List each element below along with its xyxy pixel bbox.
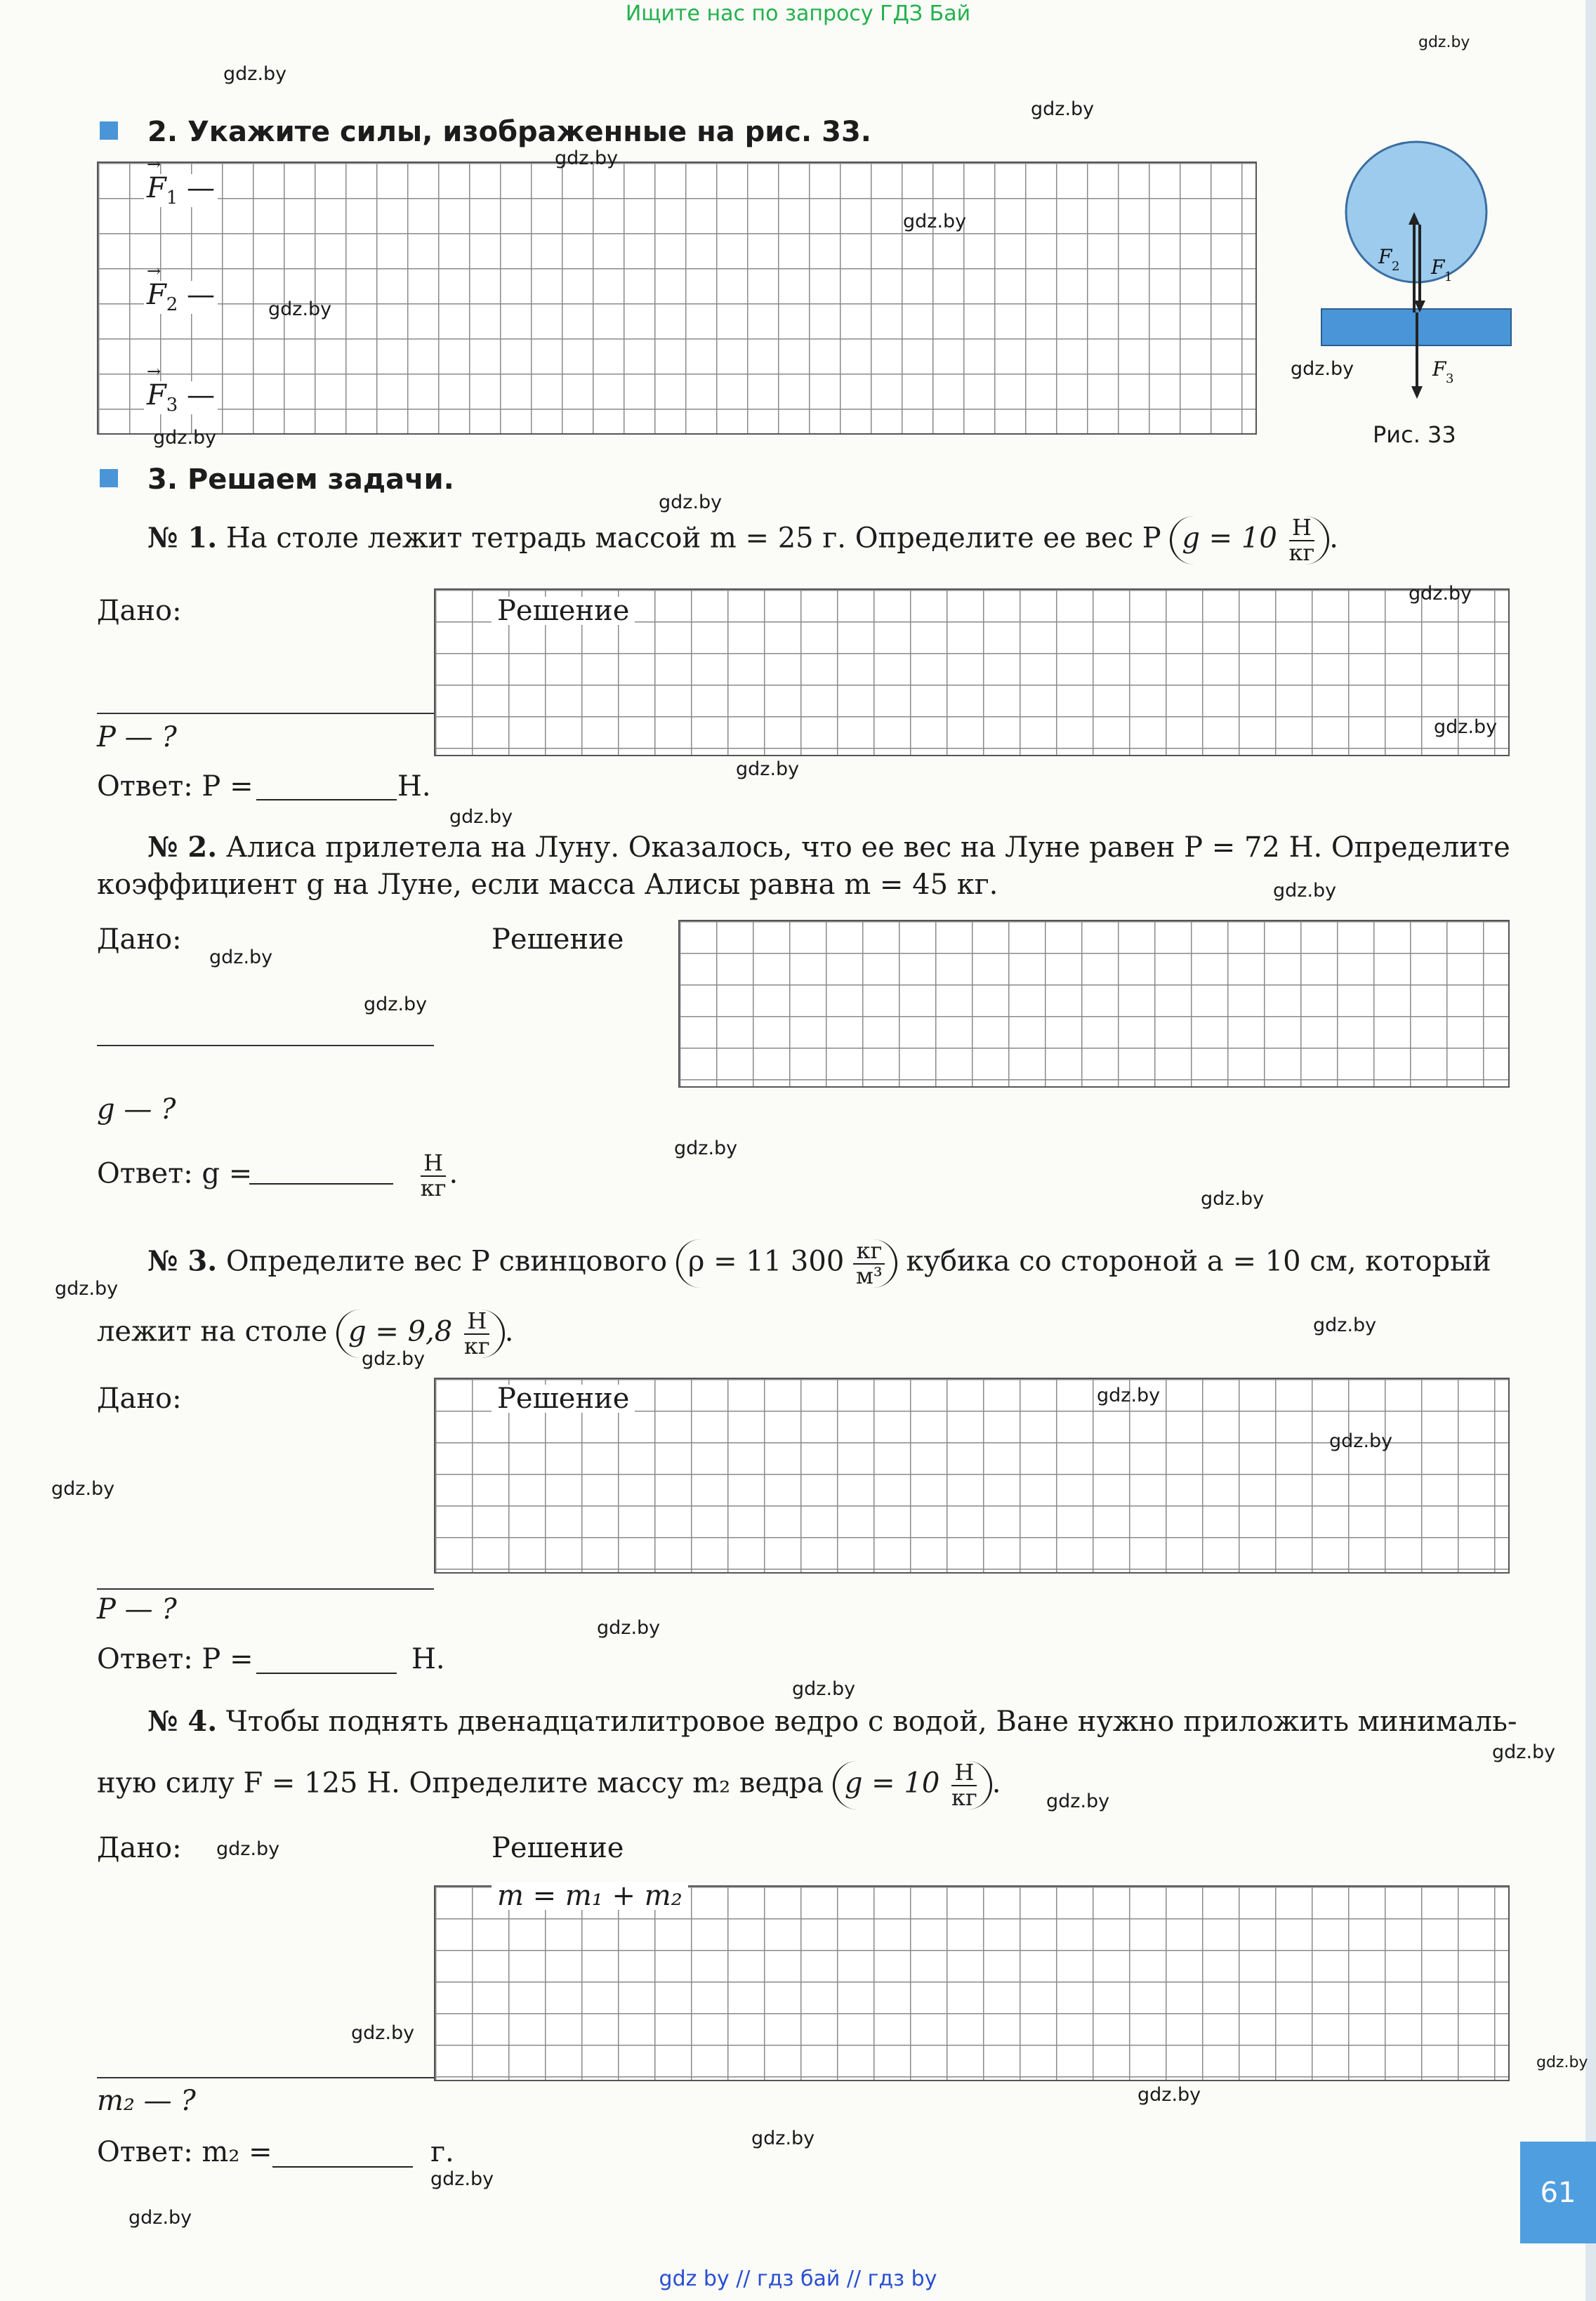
watermark: gdz.by — [449, 806, 513, 828]
task2-row-f3: → $F_3$ — — [144, 381, 218, 414]
watermark: gdz.by — [1409, 583, 1472, 605]
page-number-tab — [1520, 2142, 1596, 2243]
p3-reshenie: Решение — [492, 1385, 635, 1413]
watermark: gdz.by — [351, 2022, 415, 2044]
watermark: gdz.by — [1031, 98, 1095, 120]
watermark: gdz.by — [51, 1478, 115, 1500]
p2-reshenie: Решение — [492, 923, 624, 956]
watermark: gdz.by — [751, 2128, 815, 2149]
watermark: gdz.by — [153, 427, 217, 449]
watermark: gdz.by — [1434, 716, 1498, 738]
p2-answer: Ответ: g = $\frac{Н}{кг}$ . — [97, 1149, 459, 1201]
watermark: gdz.by — [216, 1838, 280, 1860]
watermark: gdz.by — [1291, 358, 1354, 380]
watermark: gdz.by — [1492, 1741, 1556, 1763]
p1-reshenie: Решение — [492, 597, 635, 625]
p4-answer-blank[interactable] — [272, 2166, 413, 2168]
watermark: gdz.by — [1329, 1430, 1393, 1452]
watermark: gdz.by — [555, 147, 619, 169]
fig-label-f1: F — [1431, 256, 1445, 279]
page-number: 61 — [1540, 2176, 1576, 2209]
watermark: gdz.by — [1273, 880, 1337, 902]
problem1-text: № 1. На столе лежит тетрадь массой m = 25 г. Определите ее вес P g = 10 $\frac{Н}{кг}$ . — [147, 514, 1339, 566]
watermark: gdz.by — [268, 298, 332, 320]
figure-caption: Рис. 33 — [1373, 421, 1456, 448]
p1-answer: Ответ: P = Н. — [97, 770, 431, 803]
watermark: gdz.by — [792, 1678, 856, 1700]
watermark: gdz.by — [364, 994, 428, 1015]
p2-answer-blank[interactable] — [249, 1183, 393, 1185]
page-edge-strip — [1585, 0, 1596, 2301]
p3-dano: Дано: — [97, 1383, 182, 1415]
ball-circle — [1346, 142, 1486, 282]
p1-answer-blank[interactable] — [256, 799, 397, 800]
watermark: gdz.by — [659, 492, 723, 513]
section-marker-square — [100, 121, 118, 140]
fig-label-f2: F — [1378, 245, 1392, 268]
problem4-line2: ную силу F = 125 Н. Определите массу m₂ ведра g = 10 $\frac{Н}{кг}$ . — [97, 1759, 1001, 1811]
watermark: gdz.by — [362, 1348, 426, 1370]
p1-find: P — ? — [97, 721, 177, 753]
problem2-line1: № 2. Алиса прилетела на Луну. Оказалось, что ее вес на Луне равен P = 72 Н. Определите — [147, 831, 1510, 864]
p4-answer: Ответ: m₂ = г. — [97, 2136, 454, 2168]
watermark: gdz.by — [674, 1138, 738, 1159]
p2-divider — [97, 1045, 434, 1046]
problem2-line2: коэффициент g на Луне, если масса Алисы равна m = 45 кг. — [97, 869, 998, 901]
f3-symbol: → F — [147, 381, 166, 409]
f2-symbol: → F — [147, 281, 166, 309]
fig-label-f3-sub: 3 — [1446, 371, 1454, 386]
problem3-line2: лежит на столе g = 9,8 $\frac{Н}{кг}$ . — [97, 1307, 514, 1359]
watermark: gdz.by — [1046, 1791, 1110, 1812]
watermark: gdz.by — [128, 2207, 192, 2229]
watermark: gdz.by — [430, 2168, 494, 2190]
task2-title: 2. Укажите силы, изображенные на рис. 33. — [147, 116, 871, 148]
p1-dano: Дано: — [97, 595, 182, 627]
p3-divider — [97, 1588, 434, 1590]
watermark: gdz.by — [1536, 2054, 1588, 2071]
p4-formula: m = m₁ + m₂ — [492, 1882, 688, 1910]
watermark: gdz.by — [223, 63, 287, 85]
watermark: gdz.by — [1137, 2084, 1201, 2106]
f3-arrowhead — [1411, 386, 1423, 399]
watermark: gdz.by — [209, 947, 273, 968]
fig-label-f2-sub: 2 — [1392, 259, 1400, 274]
watermark: gdz.by — [903, 211, 967, 232]
fig-label-f1-sub: 1 — [1444, 270, 1453, 284]
watermark: gdz.by — [1201, 1188, 1265, 1210]
p4-divider — [97, 2077, 434, 2078]
p3-answer-blank[interactable] — [256, 1673, 397, 1674]
p3-answer: Ответ: P = Н. — [97, 1643, 445, 1675]
task2-row-f2: → $F_2$ — — [144, 281, 218, 314]
p2-find: g — ? — [97, 1093, 176, 1126]
fig-label-f3: F — [1432, 357, 1446, 381]
p2-solution-grid[interactable] — [678, 920, 1510, 1088]
top-link[interactable]: Ищите нас по запросу ГДЗ Бай — [625, 1, 971, 26]
section-marker-square — [100, 469, 118, 487]
task2-row-f1: → $F_1$ — — [144, 174, 218, 207]
p1-divider — [97, 713, 434, 714]
problem3-line1: № 3. Определите вес P свинцового ρ = 11 300 $\frac{кг}{\text{м³}}$ кубика со стороной a = 10 см, который — [147, 1237, 1491, 1289]
footer-links[interactable]: gdz by // гдз бай // гдз by — [659, 2267, 937, 2291]
watermark: gdz.by — [1097, 1385, 1161, 1406]
p4-solution-grid[interactable] — [434, 1885, 1510, 2081]
p2-dano: Дано: — [97, 923, 182, 956]
watermark: gdz.by — [55, 1278, 119, 1300]
f1-symbol: → F — [147, 174, 166, 202]
watermark: gdz.by — [736, 758, 800, 780]
task3-title: 3. Решаем задачи. — [147, 463, 454, 496]
p4-find: m₂ — ? — [97, 2085, 196, 2117]
problem4-line1: № 4. Чтобы поднять двенадцатилитровое ведро с водой, Ване нужно приложить минималь- — [147, 1705, 1517, 1738]
p4-reshenie: Решение — [492, 1832, 624, 1864]
watermark: gdz.by — [597, 1617, 661, 1639]
p4-dano: Дано: — [97, 1832, 182, 1864]
p3-find: P — ? — [97, 1593, 177, 1626]
watermark: gdz.by — [1313, 1314, 1377, 1336]
watermark: gdz.by — [1418, 34, 1470, 51]
